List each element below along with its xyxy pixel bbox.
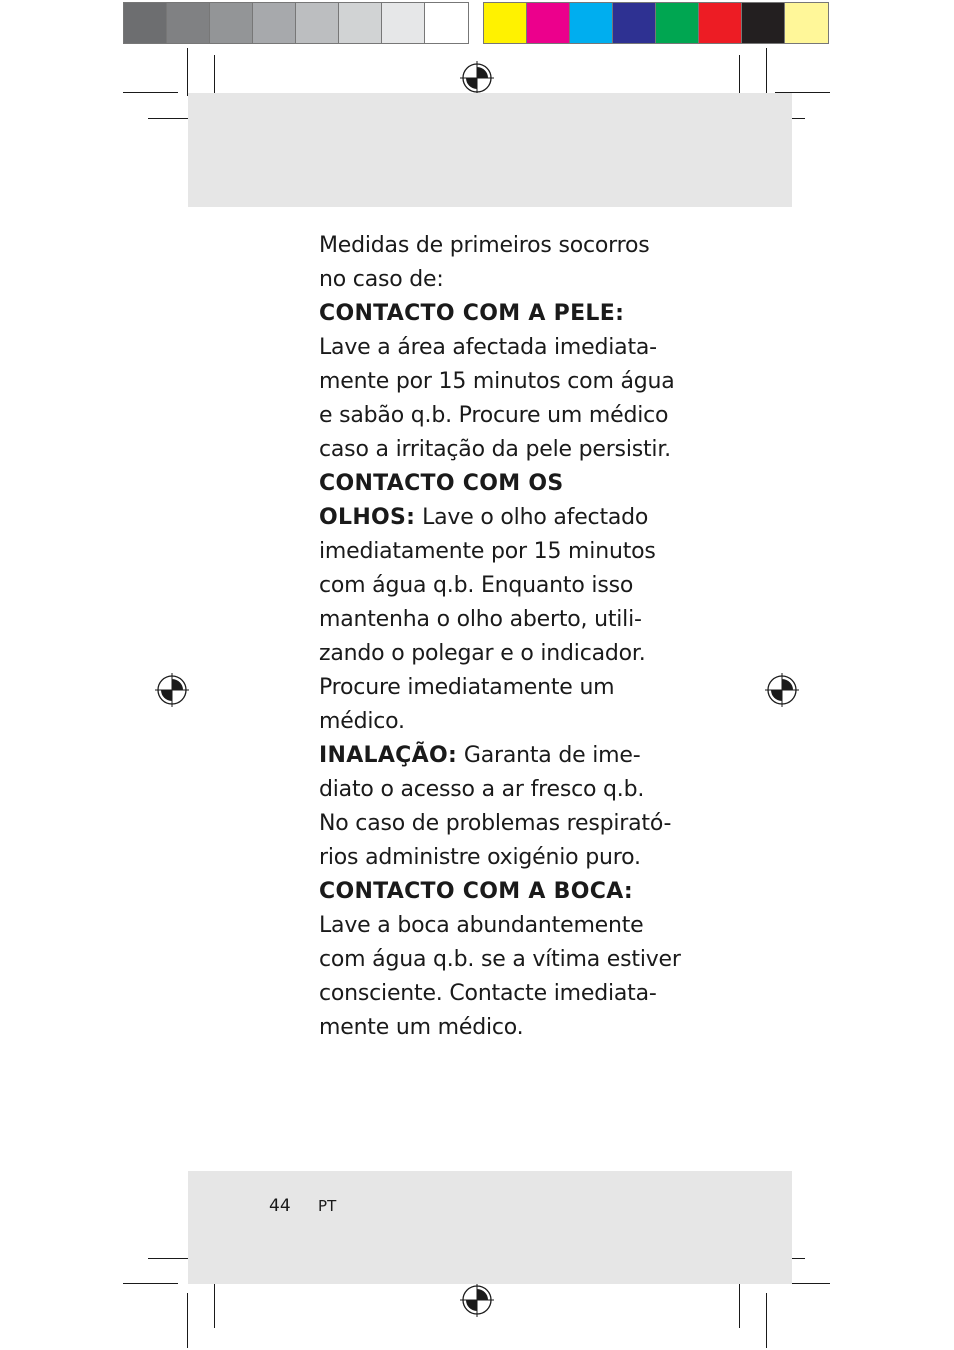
black-swatch: [742, 3, 785, 43]
magenta-swatch: [527, 3, 570, 43]
gray-swatch: [382, 3, 425, 43]
grayscale-calibration-bar: [123, 2, 469, 44]
text-line: rios administre oxigénio puro.: [319, 845, 641, 870]
gray-swatch: [210, 3, 253, 43]
section-heading: CONTACTO COM A BOCA:: [319, 879, 634, 904]
light-yellow-swatch: [785, 3, 828, 43]
text-line: médico.: [319, 709, 405, 734]
gray-swatch: [296, 3, 339, 43]
gray-swatch: [339, 3, 382, 43]
text-line: com água q.b. Enquanto isso: [319, 573, 634, 598]
text-line: caso a irritação da pele persistir.: [319, 437, 671, 462]
gray-swatch: [124, 3, 167, 43]
crop-mark: [739, 1280, 740, 1328]
text-line: No caso de problemas respirató-: [319, 811, 672, 836]
text-line: mente um médico.: [319, 1015, 524, 1040]
text-line: Medidas de primeiros socorros: [319, 233, 650, 258]
registration-mark-icon: [460, 1283, 494, 1317]
registration-mark-icon: [460, 61, 494, 95]
text-line: imediatamente por 15 minutos: [319, 539, 656, 564]
section-heading: INALAÇÃO:: [319, 743, 458, 768]
text-line: mente por 15 minutos com água: [319, 369, 675, 394]
gray-swatch: [253, 3, 296, 43]
footer-band: [188, 1171, 792, 1284]
text-fragment: Lave o olho afectado: [415, 505, 649, 530]
page-footer: [269, 1193, 336, 1219]
text-line: [319, 501, 699, 535]
text-line: zando o polegar e o indicador.: [319, 641, 646, 666]
section-heading: CONTACTO COM OS: [319, 471, 564, 496]
cyan-swatch: [570, 3, 613, 43]
first-aid-text: [319, 229, 699, 1045]
crop-mark: [214, 1280, 215, 1328]
crop-mark: [766, 48, 767, 96]
language-code: PT: [318, 1197, 337, 1215]
page-number: 44: [269, 1196, 291, 1216]
text-line: Lave a área afectada imediata-: [319, 335, 657, 360]
registration-mark-icon: [155, 673, 189, 707]
green-swatch: [656, 3, 699, 43]
text-line: mantenha o olho aberto, utili-: [319, 607, 642, 632]
registration-mark-icon: [765, 673, 799, 707]
section-heading: CONTACTO COM A PELE:: [319, 301, 625, 326]
gray-swatch: [425, 3, 468, 43]
text-line: com água q.b. se a vítima estiver: [319, 947, 681, 972]
crop-mark: [187, 1293, 188, 1348]
text-line: [319, 739, 699, 773]
gray-swatch: [167, 3, 210, 43]
text-line: Procure imediatamente um: [319, 675, 615, 700]
crop-mark: [123, 1283, 178, 1284]
header-band: [188, 93, 792, 207]
text-line: e sabão q.b. Procure um médico: [319, 403, 669, 428]
color-calibration-bar: [483, 2, 829, 44]
crop-mark: [123, 92, 178, 93]
text-fragment: Garanta de ime-: [457, 743, 641, 768]
text-line: Lave a boca abundantemente: [319, 913, 644, 938]
red-swatch: [699, 3, 742, 43]
text-line: no caso de:: [319, 267, 444, 292]
section-heading: OLHOS:: [319, 505, 416, 530]
crop-mark: [766, 1293, 767, 1348]
crop-mark: [187, 48, 188, 96]
text-line: diato o acesso a ar fresco q.b.: [319, 777, 645, 802]
yellow-swatch: [484, 3, 527, 43]
blue-swatch: [613, 3, 656, 43]
text-line: consciente. Contacte imediata-: [319, 981, 657, 1006]
